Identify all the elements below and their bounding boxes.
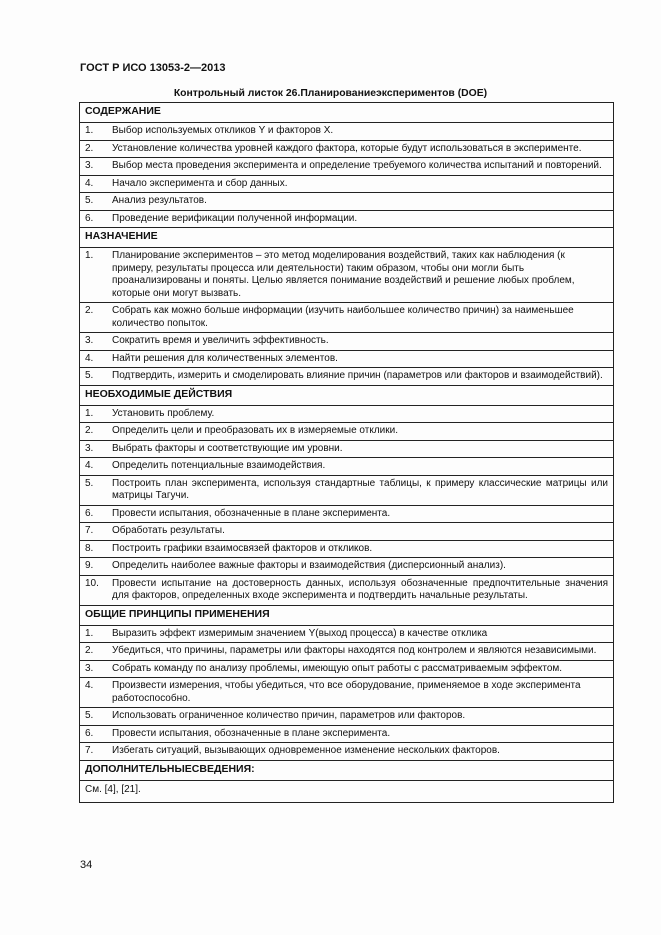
item-number: 3. xyxy=(85,160,94,171)
item-number: 4. xyxy=(85,680,94,691)
item-number: 3. xyxy=(85,442,94,454)
item-number: 4. xyxy=(85,460,94,471)
item-number: 1. xyxy=(85,407,94,419)
item-text: Подтвердить, измерить и смоделировать влияние причин (параметров или факторов и взаимодействий). xyxy=(112,370,603,381)
item-text: Установление количества уровней каждого фактора, которые будут использоваться в эксперименте. xyxy=(112,142,582,154)
item-text: Определить цели и преобразовать их в измеряемые отклики. xyxy=(112,425,399,436)
list-item xyxy=(80,475,613,505)
item-text: Планирование экспериментов – это метод моделирования воздействий, таких как наблюдения (к примеру, результаты процесса или деятельности) таким образом, чтобы они могли быть проанализированы и поняты. Целью является понимание воздействий и решение любых проблем, которые они могут вызвать. xyxy=(112,250,575,299)
list-item xyxy=(80,175,613,193)
additional-info-text: См. [4], [21]. xyxy=(80,780,613,802)
item-number: 7. xyxy=(85,525,94,536)
item-text: Установить проблему. xyxy=(112,407,215,419)
item-text: Построить план эксперимента, используя стандартные таблицы, к примеру классические матрицы или матрицы Тагучи. xyxy=(112,477,608,501)
section-heading: НАЗНАЧЕНИЕ xyxy=(80,227,613,247)
item-text: Построить графики взаимосвязей факторов и откликов. xyxy=(112,542,373,554)
list-item xyxy=(80,122,613,140)
item-text: Избегать ситуаций, вызывающих одновременное изменение нескольких факторов. xyxy=(112,745,500,756)
item-number: 5. xyxy=(85,710,94,721)
checklist-title: Контрольный листок 26.Планированиеэкспериментов (DOE) xyxy=(173,88,488,99)
list-item xyxy=(80,660,613,678)
list-item xyxy=(80,707,613,725)
list-item xyxy=(80,140,613,158)
item-number: 1. xyxy=(85,250,94,261)
document-code: ГОСТ Р ИСО 13053-2—2013 xyxy=(80,62,226,74)
additional-info-heading: ДОПОЛНИТЕЛЬНЫЕСВЕДЕНИЯ: xyxy=(80,760,613,780)
item-text: Провести испытания, обозначенные в плане эксперимента. xyxy=(112,507,391,519)
item-text: Выразить эффект измеримым значением Y(выход процесса) в качестве отклика xyxy=(112,627,488,639)
item-number: 2. xyxy=(85,425,94,436)
item-text: Произвести измерения, чтобы убедиться, что все оборудование, применяемое в ходе эксперимента работоспособно. xyxy=(112,680,581,704)
item-text: Выбор используемых откликов Y и факторов X. xyxy=(112,125,334,136)
item-number: 6. xyxy=(85,507,94,519)
list-item xyxy=(80,457,613,475)
item-number: 3. xyxy=(85,662,94,674)
item-text: Проведение верификации полученной информации. xyxy=(112,212,358,224)
list-item xyxy=(80,522,613,540)
list-item xyxy=(80,210,613,228)
item-number: 2. xyxy=(85,305,94,316)
item-text: Использовать ограниченное количество причин, параметров или факторов. xyxy=(112,710,466,721)
list-item xyxy=(80,350,613,368)
item-text: Выбрать факторы и соответствующие им уровни. xyxy=(112,442,343,454)
list-item xyxy=(80,642,613,660)
list-item xyxy=(80,192,613,210)
item-number: 2. xyxy=(85,142,94,154)
item-number: 5. xyxy=(85,370,94,381)
list-item xyxy=(80,677,613,707)
list-item xyxy=(80,505,613,523)
list-item xyxy=(80,302,613,332)
item-text: Определить наиболее важные факторы и взаимодействия (дисперсионный анализ). xyxy=(112,560,506,571)
page-number: 34 xyxy=(80,859,93,871)
item-text: Начало эксперимента и сбор данных. xyxy=(112,177,288,189)
item-text: Сократить время и увеличить эффективность. xyxy=(112,335,329,346)
item-text: Определить потенциальные взаимодействия. xyxy=(112,460,326,471)
item-text: Собрать команду по анализу проблемы, имеющую опыт работы с рассматриваемым эффектом. xyxy=(112,662,563,674)
item-number: 3. xyxy=(85,335,94,346)
section-heading: СОДЕРЖАНИЕ xyxy=(85,105,161,117)
item-text: Анализ результатов. xyxy=(112,195,207,206)
item-text: Обработать результаты. xyxy=(112,525,225,536)
list-item xyxy=(80,157,613,175)
list-item xyxy=(80,440,613,458)
checklist-table xyxy=(79,102,614,803)
item-number: 4. xyxy=(85,177,94,189)
item-number: 8. xyxy=(85,542,94,554)
item-text: Убедиться, что причины, параметры или факторы находятся под контролем и являются независимыми. xyxy=(112,645,597,656)
item-number: 7. xyxy=(85,745,94,756)
list-item xyxy=(80,742,613,760)
list-item xyxy=(80,575,613,605)
item-text: Найти решения для количественных элементов. xyxy=(112,352,338,364)
item-number: 1. xyxy=(85,627,94,639)
item-text: Провести испытания, обозначенные в плане эксперимента. xyxy=(112,727,391,739)
list-item xyxy=(80,625,613,643)
item-number: 5. xyxy=(85,477,94,489)
list-item xyxy=(80,247,613,302)
item-text: Выбор места проведения эксперимента и определение требуемого количества испытаний и повторений. xyxy=(112,160,602,171)
list-item xyxy=(80,557,613,575)
list-item xyxy=(80,422,613,440)
list-item xyxy=(80,367,613,385)
item-number: 6. xyxy=(85,212,94,224)
section-heading: ОБЩИЕ ПРИНЦИПЫ ПРИМЕНЕНИЯ xyxy=(80,605,613,625)
list-item xyxy=(80,540,613,558)
item-number: 5. xyxy=(85,195,94,206)
list-item xyxy=(80,725,613,743)
item-text: Собрать как можно больше информации (изучить наибольшее количество причин) за наименьшее количество попыток. xyxy=(112,305,574,329)
item-number: 6. xyxy=(85,727,94,739)
item-text: Провести испытание на достоверность данных, используя обозначенные предпочтительные значения для факторов, определенных входе эксперимента и подтвердить начальные результаты. xyxy=(112,577,608,601)
item-number: 2. xyxy=(85,645,94,656)
item-number: 9. xyxy=(85,560,94,571)
list-item xyxy=(80,332,613,350)
item-number: 10. xyxy=(85,577,99,589)
item-number: 1. xyxy=(85,125,94,136)
list-item xyxy=(80,405,613,423)
item-number: 4. xyxy=(85,352,94,364)
section-heading: НЕОБХОДИМЫЕ ДЕЙСТВИЯ xyxy=(80,385,613,405)
